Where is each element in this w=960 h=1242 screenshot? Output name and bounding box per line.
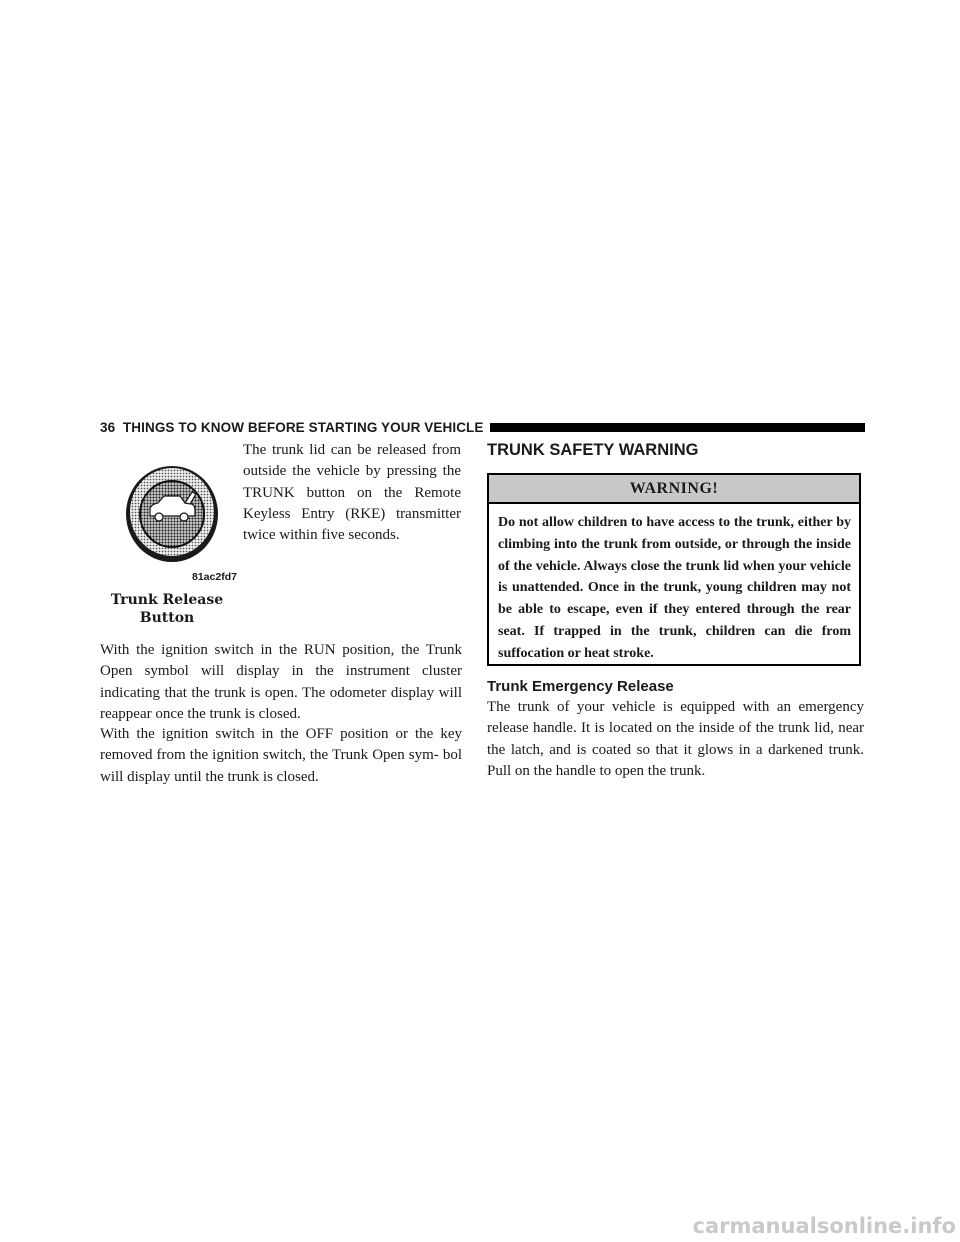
trunk-release-button-icon <box>122 460 222 565</box>
warning-text: Do not allow children to have access to the trunk, either by climbing into the trunk from outside, or through the inside of the vehicle. Always close the trunk lid when your vehicle is unattended. Once in the trunk, young children may not be able to escape, even if they entered through the rear seat. If trapped in the trunk, children can die from suffocation or heat stroke. <box>498 515 851 661</box>
paragraph-off-position: With the ignition switch in the OFF position or the key removed from the ignition switch, the Trunk Open sym- bol will display until the trunk is closed. <box>100 726 462 785</box>
page-number: 36 <box>100 419 116 435</box>
section-title: TRUNK SAFETY WARNING <box>487 441 699 459</box>
emergency-release-text: The trunk of your vehicle is equipped with an emergency release handle. It is located on the inside of the trunk lid, near the latch, and is coated so that it glows in a darkened trunk. Pull on the handle to open the trunk. <box>487 699 864 779</box>
paragraph-run-position: With the ignition switch in the RUN position, the Trunk Open symbol will display in the instrument cluster indicating that the trunk is open. The odometer display will reappear once the trunk is closed. <box>100 642 462 722</box>
chapter-title: THINGS TO KNOW BEFORE STARTING YOUR VEHICLE <box>122 419 484 435</box>
subsection-title: Trunk Emergency Release <box>487 678 674 695</box>
figure-caption: Trunk Release Button <box>110 592 224 626</box>
warning-box <box>487 473 861 666</box>
figure-id: 81ac2fd7 <box>192 571 237 583</box>
watermark[interactable]: carmanualsonline.info <box>692 1214 956 1238</box>
header-rule <box>490 423 866 432</box>
warning-title: WARNING! <box>489 475 859 504</box>
header-text <box>100 420 484 435</box>
page-header <box>100 418 865 436</box>
intro-text: The trunk lid can be released from outside the vehicle by pressing the TRUNK button on the Remote Keyless Entry (RKE) transmitter twice within five seconds. <box>243 442 461 544</box>
